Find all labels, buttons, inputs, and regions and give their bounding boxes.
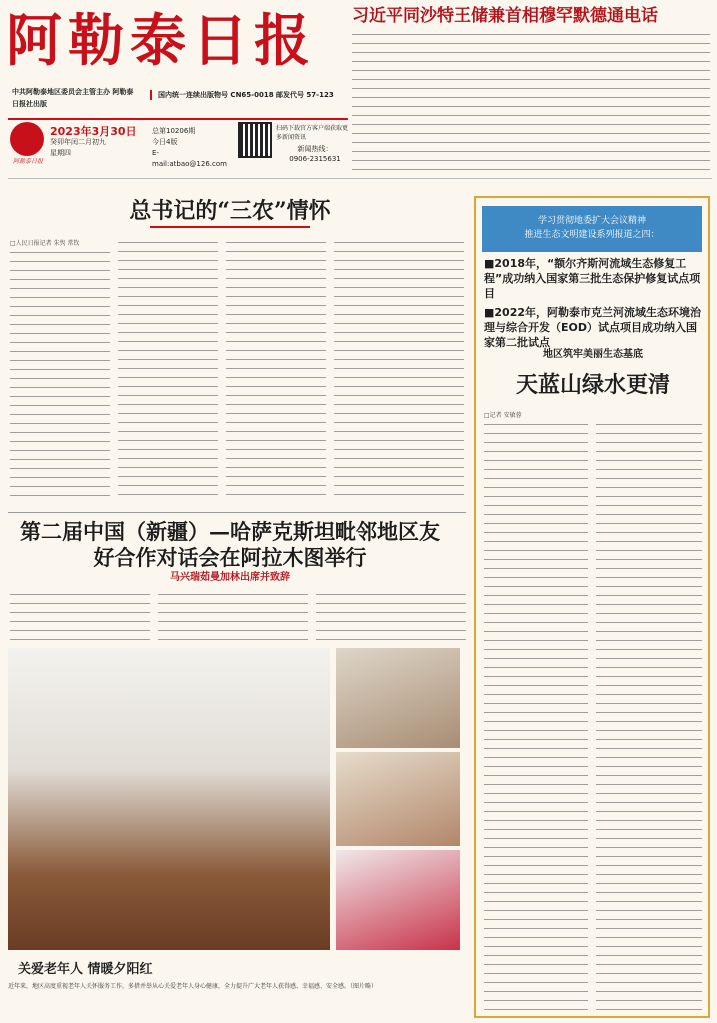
dialog-subhead: 马兴瑞茹曼加林出席并致辞 xyxy=(170,572,290,583)
dialog-column-2 xyxy=(158,594,308,642)
sannong-column-1 xyxy=(10,252,110,502)
hotline-label: 新闻热线： xyxy=(297,145,333,153)
section-rule xyxy=(8,178,712,179)
dialog-divider xyxy=(8,512,466,513)
sannong-column-3 xyxy=(226,242,326,502)
hotline-number: 0906-2315631 xyxy=(289,155,341,163)
lunar-date: 癸卯年闰二月初九 xyxy=(50,138,106,146)
sponsor-line: 中共阿勒泰地区委员会主管主办 阿勒泰日报社出版 xyxy=(12,88,134,108)
sannong-column-4 xyxy=(334,242,464,502)
qr-note: 扫码下载官方客户端获取更多新闻资讯 xyxy=(276,125,349,141)
dance-photo[interactable] xyxy=(336,850,460,950)
ecology-byline: □记者 安敏蓉 xyxy=(484,412,522,419)
hotline xyxy=(280,144,350,164)
ecology-headline[interactable]: 天蓝山绿水更清 xyxy=(515,372,670,398)
elder-photo-headline: 关爱老年人 情暖夕阳红 xyxy=(18,962,153,977)
lead-headline[interactable]: 习近平同沙特王储兼首相穆罕默德通电话 xyxy=(352,6,658,26)
masthead-rule xyxy=(8,118,348,120)
series-banner-line-1: 学习贯彻地委扩大会议精神 xyxy=(537,216,646,226)
qr-code-icon[interactable] xyxy=(238,122,272,158)
bullet-item: ■2022年，阿勒泰市克兰河流域生态环境治理与综合开发（EOD）试点项目成功纳入国家第二批试点 xyxy=(484,306,702,349)
elder-photo-caption: 近年来，地区高度重视老年人关怀服务工作，多措并举从心关爱老年人身心健康，全力提升广大老年人获得感、幸福感、安全感。（图片略） xyxy=(8,983,378,990)
email[interactable]: E-mail:atbao@126.com xyxy=(152,149,227,168)
elderly-music-photo[interactable] xyxy=(8,648,330,950)
ecology-bullets xyxy=(484,256,702,350)
issue-date: 2023年3月30日 xyxy=(50,125,137,138)
page-count: 今日4版 xyxy=(152,138,178,146)
sannong-headline[interactable]: 总书记的“三农”情怀 xyxy=(129,198,331,224)
masthead-title: 阿勒泰日报 xyxy=(6,8,316,74)
ecology-kicker: 地区筑牢美丽生态基底 xyxy=(543,349,643,360)
dialog-column-1 xyxy=(10,594,150,642)
publication-numbers: 国内统一连续出版物号 CN65-0018 邮发代号 57-123 xyxy=(150,90,350,100)
series-banner xyxy=(482,206,702,252)
craft-photo[interactable] xyxy=(336,752,460,846)
logo-caption: 阿勒泰日报 xyxy=(12,158,43,165)
weekday: 星期四 xyxy=(50,149,71,157)
bullet-item: ■2018年，“额尔齐斯河流域生态修复工程”成功纳入国家第三批生态保护修复试点项目 xyxy=(484,257,701,300)
sannong-byline: □人民日报记者 朱隽 常钦 xyxy=(10,240,80,247)
issue-block xyxy=(152,126,232,170)
dialog-headline[interactable]: 第二届中国（新疆）—哈萨克斯坦毗邻地区友好合作对话会在阿拉木图举行 xyxy=(20,519,440,570)
sannong-column-2 xyxy=(118,242,218,502)
issue-number: 总第10206期 xyxy=(152,127,196,135)
series-banner-line-2: 推进生态文明建设系列报道之四： xyxy=(524,230,660,240)
ecology-column-2 xyxy=(596,424,702,1012)
calligraphy-photo[interactable] xyxy=(336,648,460,748)
lead-story-body xyxy=(352,34,710,184)
ecology-column-1 xyxy=(484,424,588,1012)
newspaper-logo xyxy=(10,122,44,156)
date-block xyxy=(50,126,155,159)
dialog-column-3 xyxy=(316,594,466,642)
